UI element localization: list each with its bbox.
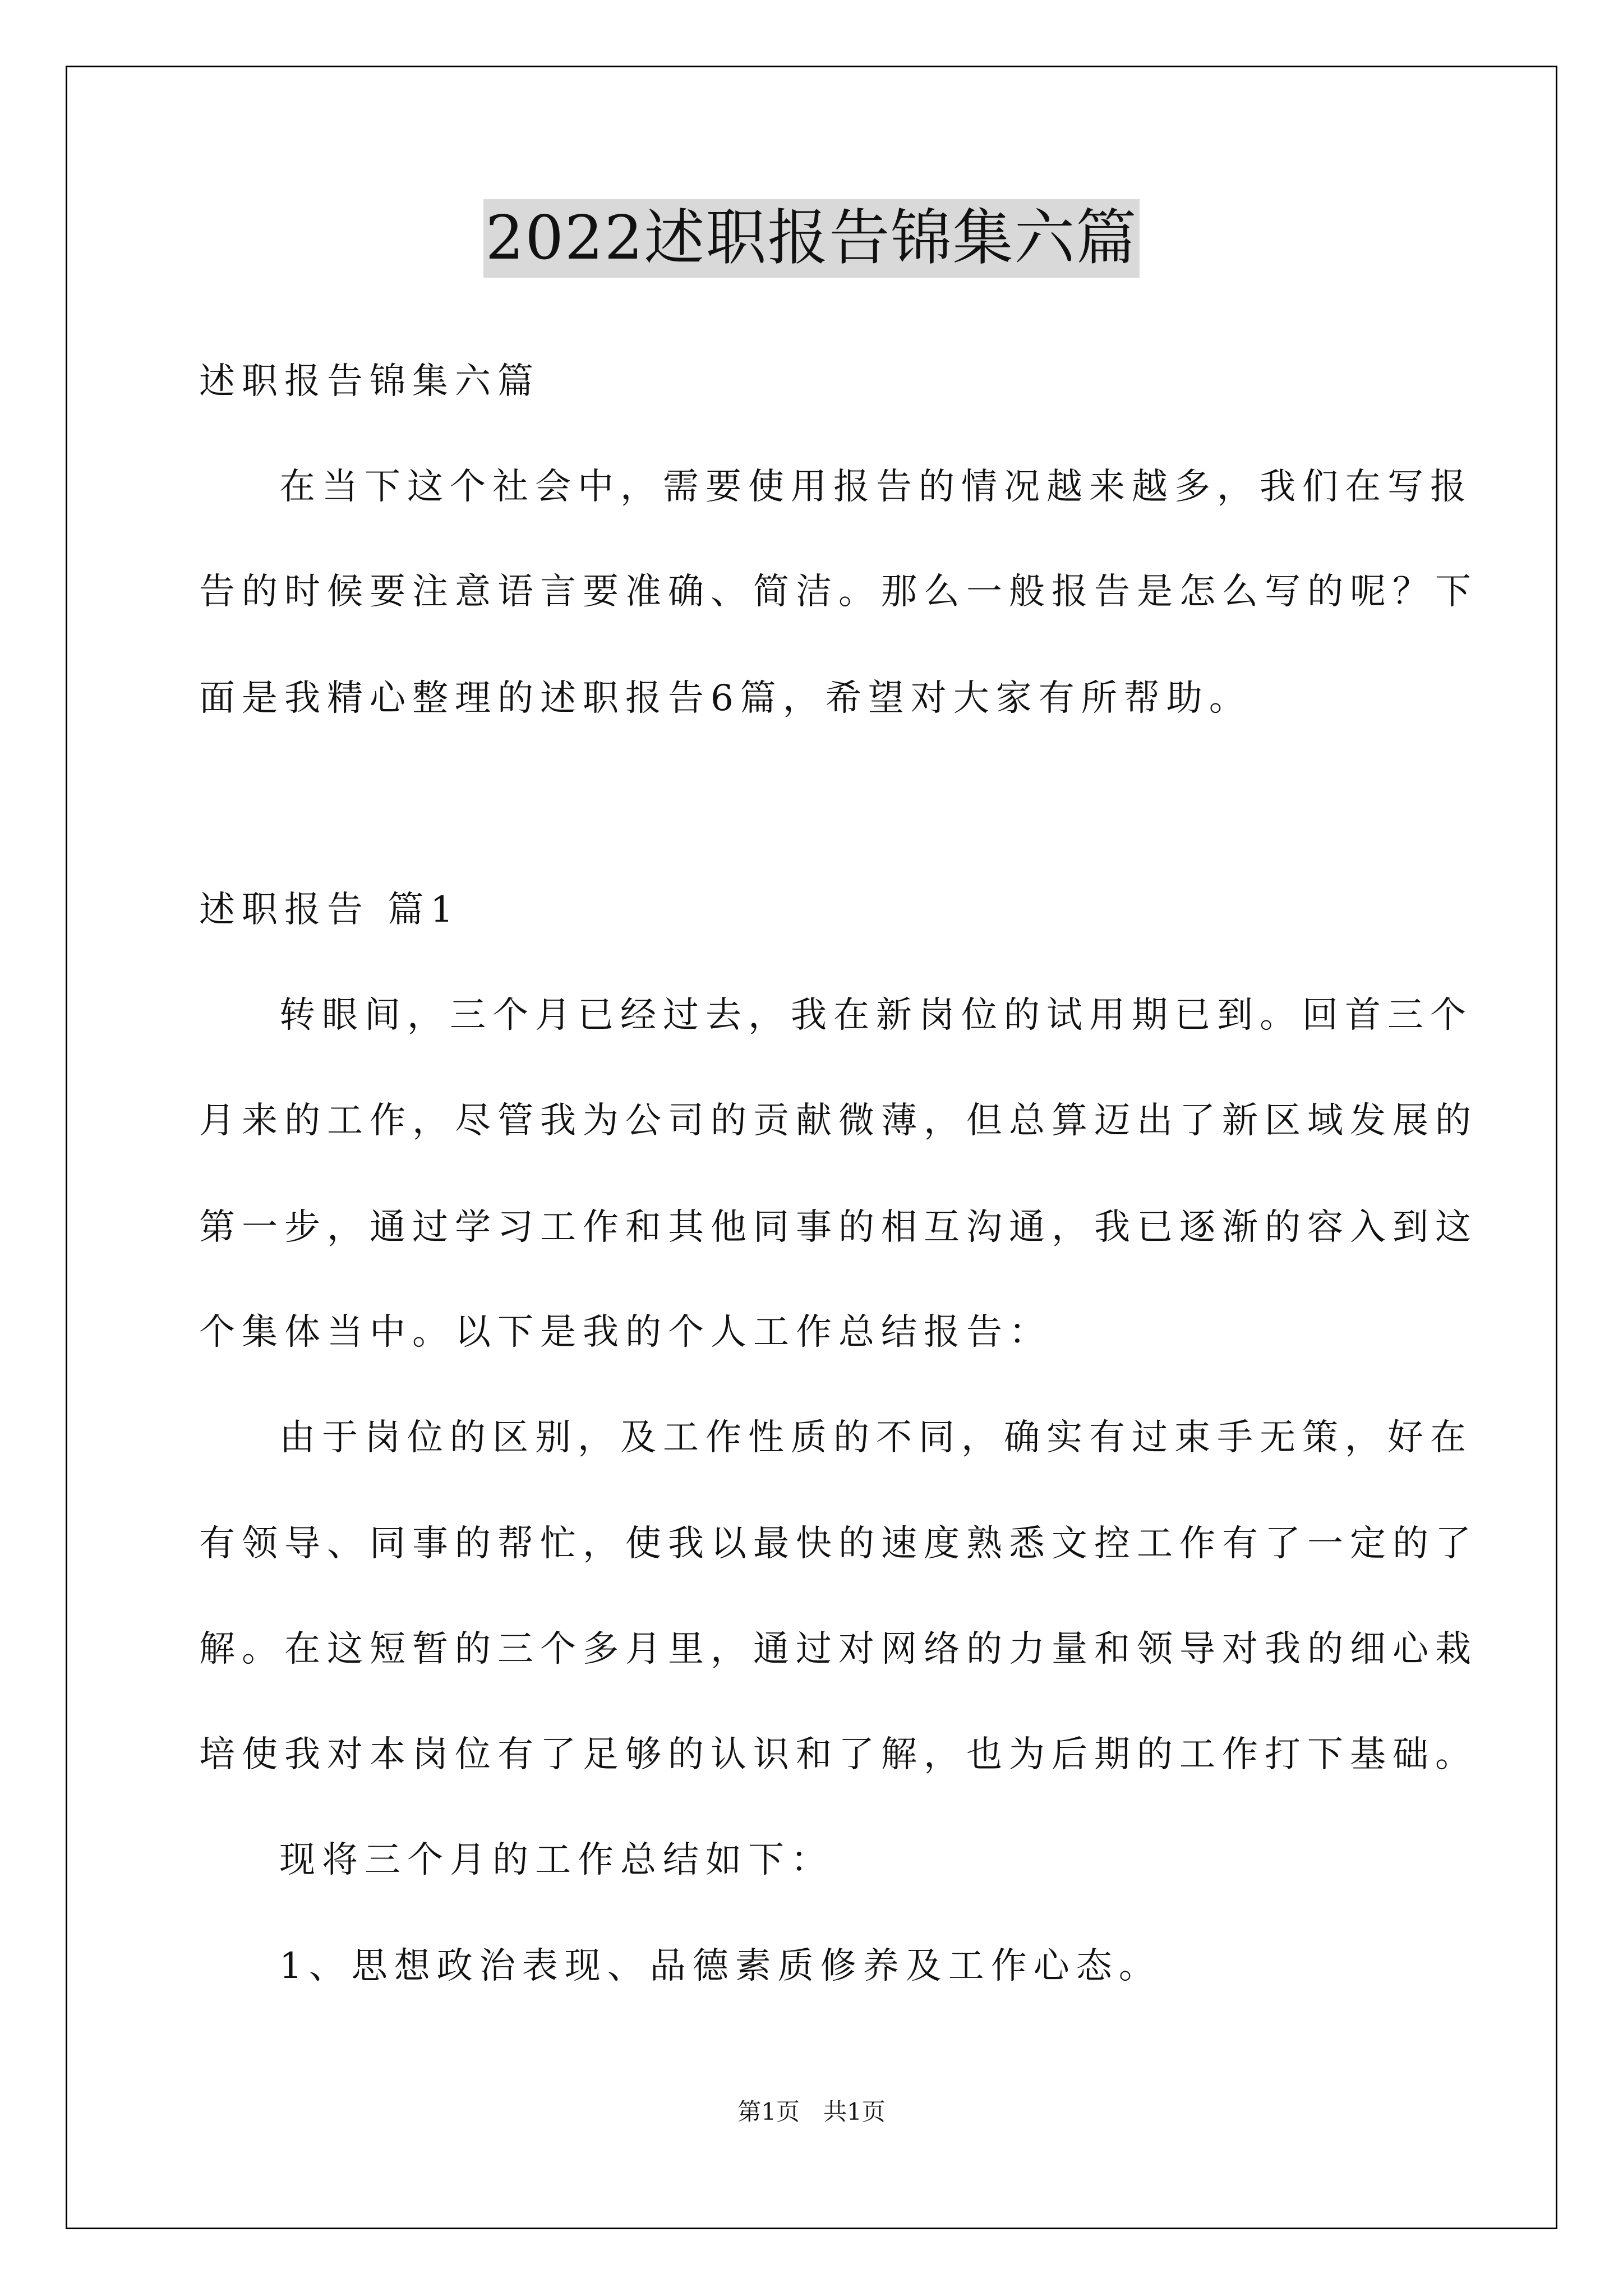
para2-line-2: 有领导、同事的帮忙，使我以最快的速度熟悉文控工作有了一定的了 [199, 1523, 1478, 1565]
para2-line-3: 解。在这短暂的三个多月里，通过对网络的力量和领导对我的细心栽 [199, 1628, 1478, 1670]
para3-line: 现将三个月的工作总结如下： [279, 1839, 833, 1881]
para1-line-3: 第一步，通过学习工作和其他同事的相互沟通，我已逐渐的容入到这 [199, 1207, 1478, 1248]
para2-line-4: 培使我对本岗位有了足够的认识和了解，也为后期的工作打下基础。 [199, 1734, 1478, 1775]
document-subtitle: 述职报告锦集六篇 [199, 361, 540, 402]
intro-line-1: 在当下这个社会中，需要使用报告的情况越来越多，我们在写报 [279, 466, 1473, 508]
document-title: 2022述职报告锦集六篇 [483, 199, 1140, 278]
page-footer: 第1页 共1页 [737, 2098, 886, 2125]
para1-line-2: 月来的工作，尽管我为公司的贡献微薄，但总算迈出了新区域发展的 [199, 1100, 1478, 1142]
title-container [0, 199, 1623, 278]
intro-line-2: 告的时候要注意语言要准确、简洁。那么一般报告是怎么写的呢？下 [199, 571, 1478, 613]
section-heading: 述职报告 篇1 [199, 889, 460, 931]
para4-line: 1、思想政治表现、品德素质修养及工作心态。 [279, 1945, 1161, 1987]
para1-line-1: 转眼间，三个月已经过去，我在新岗位的试用期已到。回首三个 [279, 995, 1473, 1036]
para2-line-1: 由于岗位的区别，及工作性质的不同，确实有过束手无策，好在 [279, 1417, 1473, 1458]
intro-line-3: 面是我精心整理的述职报告6篇，希望对大家有所帮助。 [199, 678, 1252, 719]
para1-line-4: 个集体当中。以下是我的个人工作总结报告： [199, 1312, 1052, 1353]
